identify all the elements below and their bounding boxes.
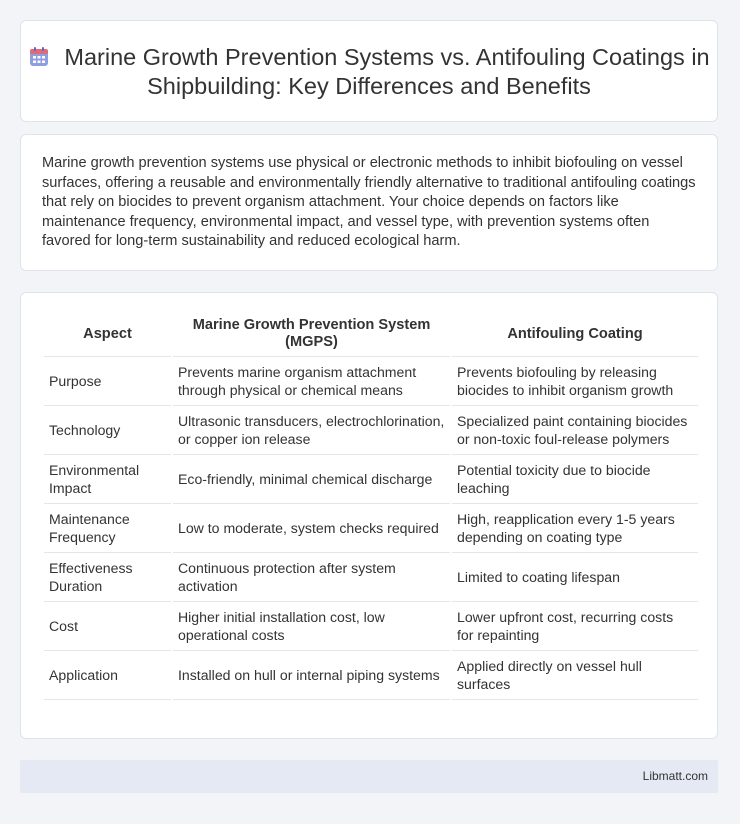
table-row xyxy=(44,602,698,651)
row-aspect: Maintenance Frequency xyxy=(44,504,171,553)
row-mgps: Low to moderate, system checks required xyxy=(173,504,450,553)
header-antifouling: Antifouling Coating xyxy=(452,312,698,357)
row-antifouling: Specialized paint containing biocides or non-toxic foul-release polymers xyxy=(452,406,698,455)
comparison-table-card xyxy=(20,292,718,739)
table-row xyxy=(44,553,698,602)
row-mgps: Prevents marine organism attachment through physical or chemical means xyxy=(173,357,450,406)
row-aspect: Environmental Impact xyxy=(44,455,171,504)
row-aspect: Effectiveness Duration xyxy=(44,553,171,602)
row-antifouling: Prevents biofouling by releasing biocides to inhibit organism growth xyxy=(452,357,698,406)
page-title: Marine Growth Prevention Systems vs. Antifouling Coatings in Shipbuilding: Key Differences and Benefits xyxy=(64,44,710,99)
row-antifouling: Limited to coating lifespan xyxy=(452,553,698,602)
row-aspect: Purpose xyxy=(44,357,171,406)
row-aspect: Technology xyxy=(44,406,171,455)
footer-brand-link[interactable]: Libmatt.com xyxy=(642,769,708,783)
header-aspect: Aspect xyxy=(44,312,171,357)
page-title-row xyxy=(21,43,717,101)
row-antifouling: Lower upfront cost, recurring costs for repainting xyxy=(452,602,698,651)
row-antifouling: Applied directly on vessel hull surfaces xyxy=(452,651,698,700)
table-row xyxy=(44,455,698,504)
intro-card xyxy=(20,134,718,271)
row-mgps: Eco-friendly, minimal chemical discharge xyxy=(173,455,450,504)
intro-paragraph: Marine growth prevention systems use physical or electronic methods to inhibit biofouling on vessel surfaces, offering a reusable and environmentally friendly alternative to traditional antifouling coatings that rely on biocides to prevent organism attachment. Your choice depends on factors like maintenance frequency, environmental impact, and vessel type, with prevention systems often favored for long-term sustainability and reduced ecological harm. xyxy=(42,155,696,249)
table-row xyxy=(44,357,698,406)
calendar-icon xyxy=(28,46,50,68)
row-mgps: Continuous protection after system activation xyxy=(173,553,450,602)
row-antifouling: High, reapplication every 1-5 years depending on coating type xyxy=(452,504,698,553)
row-mgps: Higher initial installation cost, low operational costs xyxy=(173,602,450,651)
comparison-table xyxy=(42,312,700,700)
table-row xyxy=(44,651,698,700)
table-row xyxy=(44,406,698,455)
row-aspect: Cost xyxy=(44,602,171,651)
table-row xyxy=(44,504,698,553)
row-mgps: Ultrasonic transducers, electrochlorination, or copper ion release xyxy=(173,406,450,455)
footer-bar xyxy=(20,760,718,793)
row-antifouling: Potential toxicity due to biocide leaching xyxy=(452,455,698,504)
row-mgps: Installed on hull or internal piping systems xyxy=(173,651,450,700)
header-mgps: Marine Growth Prevention System (MGPS) xyxy=(173,312,450,357)
row-aspect: Application xyxy=(44,651,171,700)
title-card xyxy=(20,20,718,122)
table-header-row xyxy=(44,312,698,357)
